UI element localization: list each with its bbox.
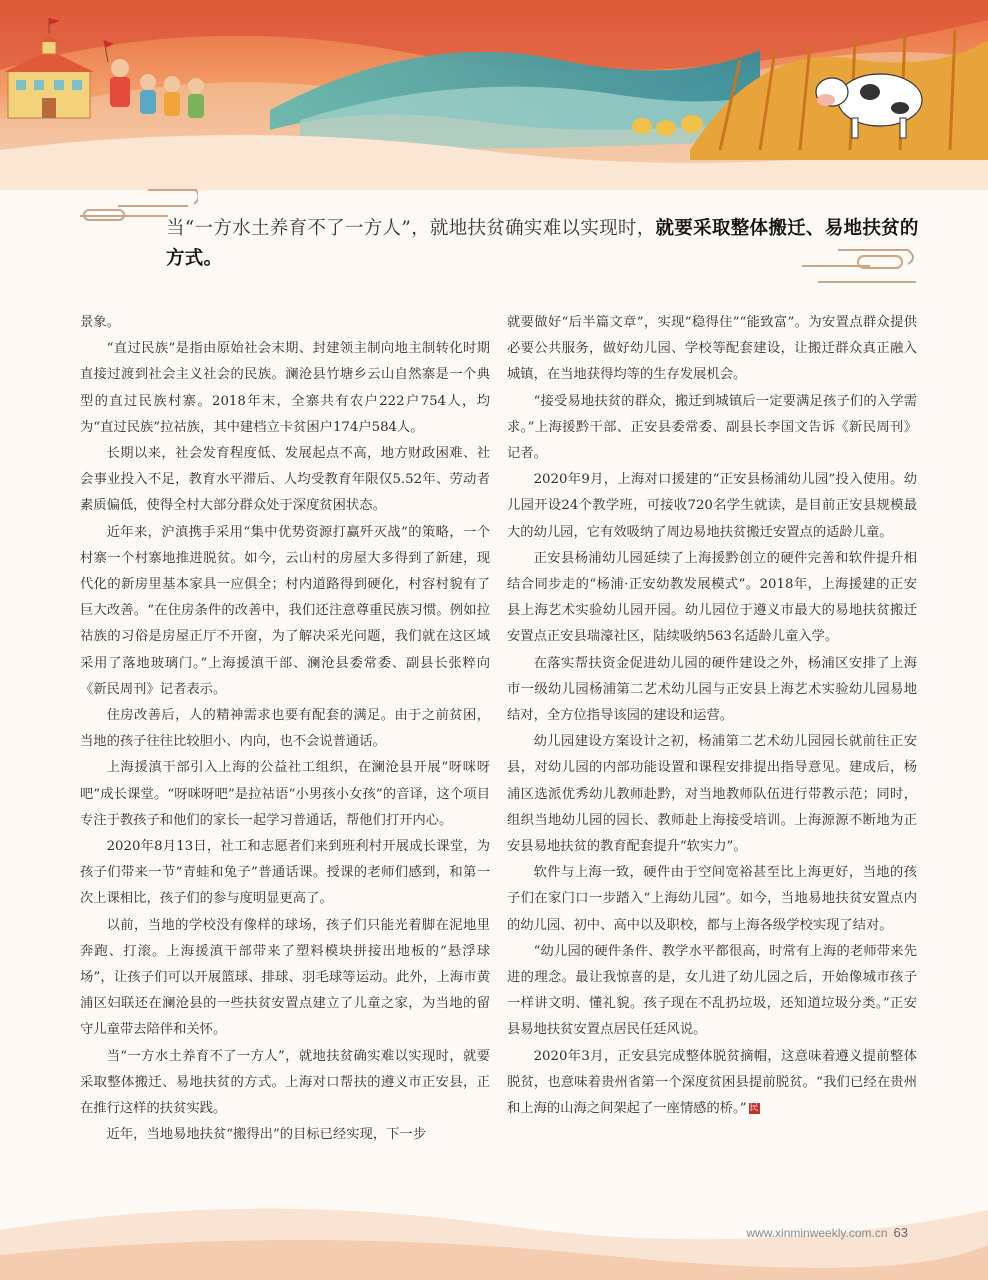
- paragraph: 2020年9月，上海对口援建的“正安县杨浦幼儿园”投入使用。幼儿园开设24个教学班，可接收720名学生就读，是目前正安县规模最大的幼儿园，它有效吸纳了周边易地扶贫搬迁安置点的适龄儿童。: [507, 472, 917, 540]
- paragraph: 软件与上海一致，硬件由于空间宽裕甚至比上海更好，当地的孩子们在家门口一步踏入“上海幼儿园”。如今，当地易地扶贫安置点内的幼儿园、初中、高中以及职校，都与上海各级学校实现了结对。: [507, 865, 917, 933]
- header-illustration: [0, 0, 988, 190]
- paragraph: 当“一方水土养育不了一方人”，就地扶贫确实难以实现时，就要采取整体搬迁、易地扶贫的方式。上海对口帮扶的遵义市正安县，正在推行这样的扶贫实践。: [80, 1048, 490, 1117]
- paragraph: 2020年8月13日，社工和志愿者们来到班利村开展成长课堂，为孩子们带来一节“青蛙和兔子”普通话课。授课的老师们感到，和第一次上课相比，孩子们的参与度明显更高了。: [80, 839, 490, 907]
- paragraph: 近年，当地易地扶贫“搬得出”的目标已经实现，下一步: [106, 1127, 427, 1143]
- paragraph: 幼儿园建设方案设计之初，杨浦第二艺术幼儿园园长就前往正安县，对幼儿园的内部功能设置和课程安排提出指导意见。建成后，杨浦区选派优秀幼儿教师赴黔，对当地教师队伍进行带教示范；同时，组织当地幼儿园的园长、教师赴上海接受培训。上海源源不断地为正安县易地扶贫的教育配套提升“软实力”。: [507, 734, 917, 855]
- paragraph: 就要做好“后半篇文章”，实现“稳得住”“能致富”。为安置点群众提供必要公共服务，做好幼儿园、学校等配套建设，让搬迁群众真正融入城镇，在当地获得均等的生存发展机会。: [507, 315, 917, 383]
- pull-quote: [78, 186, 918, 296]
- paragraph: 正安县杨浦幼儿园延续了上海援黔创立的硬件完善和软件提升相结合同步走的“杨浦·正安幼教发展模式”。2018年，上海援建的正安县上海艺术实验幼儿园开园。幼儿园位于遵义市最大的易地扶贫搬迁安置点正安县瑞濠社区，陆续吸纳563名适龄儿童入学。: [507, 550, 917, 645]
- paragraph: 以前，当地的学校没有像样的球场，孩子们只能光着脚在泥地里奔跑、打滚。上海援滇干部带来了塑料模块拼接出地板的“悬浮球场”，让孩子们可以开展篮球、排球、羽毛球等运动。此外，上海市黄浦区妇联还在澜沧县的一些扶贫安置点建立了儿童之家，为当地的留守儿童带去陪伴和关怀。: [80, 917, 490, 1038]
- paragraph: 在落实帮扶资金促进幼儿园的硬件建设之外，杨浦区安排了上海市一级幼儿园杨浦第二艺术幼儿园与正安县上海艺术实验幼儿园易地结对，全方位指导该园的建设和运营。: [507, 655, 917, 724]
- page-number: 63: [893, 1225, 908, 1240]
- paragraph-last: [507, 1044, 917, 1123]
- article-column-left: [80, 310, 490, 1149]
- paragraph: 上海援滇干部引入上海的公益社工组织，在澜沧县开展“呀咪呀吧”成长课堂。“呀咪呀吧”是拉祜语“小男孩小女孩”的音译，这个项目专注于教孩子和他们的家长一起学习普通话，帮他们打开内心。: [80, 760, 490, 828]
- paragraph: “幼儿园的硬件条件、教学水平都很高，时常有上海的老师带来先进的理念。最让我惊喜的是，女儿进了幼儿园之后，开始像城市孩子一样讲文明、懂礼貌。孩子现在不乱扔垃圾，还知道垃圾分类。”正安县易地扶贫安置点居民任廷风说。: [507, 943, 917, 1038]
- paragraph: “接受易地扶贫的群众，搬迁到城镇后一定要满足孩子们的入学需求。”上海援黔干部、正安县委常委、副县长李国文告诉《新民周刊》记者。: [507, 393, 917, 462]
- paragraph: “直过民族”是指由原始社会末期、封建领主制向地主制转化时期直接过渡到社会主义社会的民族。澜沧县竹塘乡云山自然寨是一个典型的直过民族村寨。2018年末，全寨共有农户222户754人，均为“直过民族”拉祜族，其中建档立卡贫困户174户584人。: [80, 341, 490, 435]
- paragraph-text: 2020年3月，正安县完成整体脱贫摘帽，这意味着遵义提前整体脱贫，也意味着贵州省第一个深度贫困县提前脱贫。“我们已经在贵州和上海的山海之间架起了一座情感的桥。”: [507, 1048, 917, 1117]
- pull-quote-text: 当“一方水土养育不了一方人”，就地扶贫确实难以实现时，就要采取整体搬迁、易地扶贫的方式。: [166, 218, 919, 269]
- article-column-right: [507, 310, 917, 1122]
- paragraph: 住房改善后，人的精神需求也要有配套的满足。由于之前贫困，当地的孩子往往比较胆小、内向，也不会说普通话。: [80, 708, 490, 750]
- paragraph: 近年来，沪滇携手采用“集中优势资源打赢歼灭战”的策略，一个村寨一个村寨地推进脱贫。如今，云山村的房屋大多得到了新建，现代化的新房里基本家具一应俱全；村内道路得到硬化，村容村貌有了巨大改善。“在住房条件的改善中，我们还注意尊重民族习惯。例如拉祜族的习俗是房屋正厅不开窗，为了解决采光问题，我们就在这区域采用了落地玻璃门。”上海援滇干部、澜沧县委常委、副县长张粹向《新民周刊》记者表示。: [80, 524, 490, 697]
- page-footer: [746, 1225, 908, 1240]
- paragraph: 长期以来，社会发育程度低、发展起点不高，地方财政困难、社会事业投入不足，教育水平滞后、人均受教育年限仅5.52年、劳动者素质偏低，使得全村大部分群众处于深度贫困状态。: [80, 446, 490, 514]
- end-mark-icon: 民: [749, 1103, 759, 1114]
- site-url: www.xinminweekly.com.cn: [746, 1226, 888, 1240]
- paragraph: 景象。: [80, 315, 120, 330]
